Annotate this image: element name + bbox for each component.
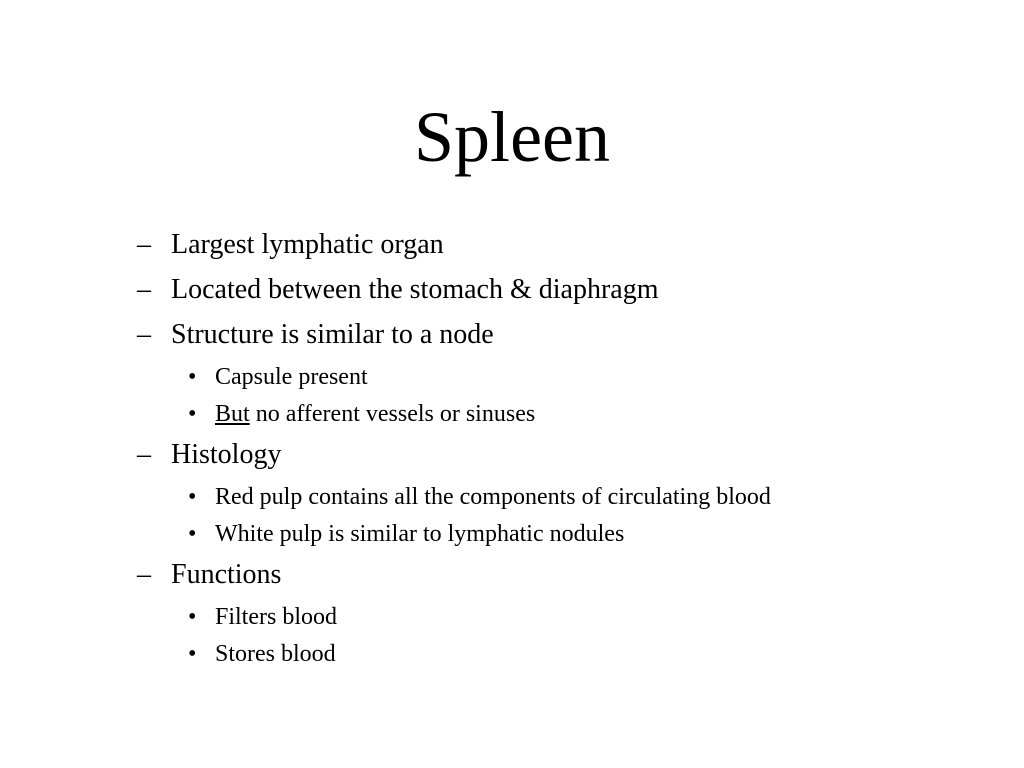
dash-bullet-icon: – bbox=[137, 319, 151, 350]
dash-bullet-icon: – bbox=[137, 559, 151, 590]
dot-bullet-icon: • bbox=[188, 604, 197, 630]
dot-bullet-icon: • bbox=[188, 484, 197, 510]
bullet-text: Histology bbox=[171, 439, 282, 470]
dot-bullet-icon: • bbox=[188, 364, 197, 390]
dot-bullet-icon: • bbox=[188, 521, 197, 547]
bullet-text: Functions bbox=[171, 559, 282, 590]
sub-bullet-text: White pulp is similar to lymphatic nodules bbox=[215, 521, 625, 547]
bullet-text: Largest lymphatic organ bbox=[171, 229, 444, 260]
dot-bullet-icon: • bbox=[188, 401, 197, 427]
dash-bullet-icon: – bbox=[137, 229, 151, 260]
slide-title: Spleen bbox=[414, 97, 610, 177]
sub-bullet-text: Filters blood bbox=[215, 604, 338, 630]
bullet-text: Located between the stomach & diaphragm bbox=[171, 274, 659, 305]
sub-bullet-text bbox=[215, 399, 535, 429]
underlined-emphasis: But bbox=[215, 401, 250, 427]
sub-bullet-text: Red pulp contains all the components of circulating blood bbox=[215, 484, 771, 510]
bullet-text: Structure is similar to a node bbox=[171, 319, 494, 350]
sub-bullet-text-rest: no afferent vessels or sinuses bbox=[249, 401, 536, 427]
dot-bullet-icon: • bbox=[188, 641, 197, 667]
dash-bullet-icon: – bbox=[137, 439, 151, 470]
sub-bullet-text: Stores blood bbox=[215, 641, 336, 667]
sub-bullet-text: Capsule present bbox=[215, 364, 368, 390]
dash-bullet-icon: – bbox=[137, 274, 151, 305]
